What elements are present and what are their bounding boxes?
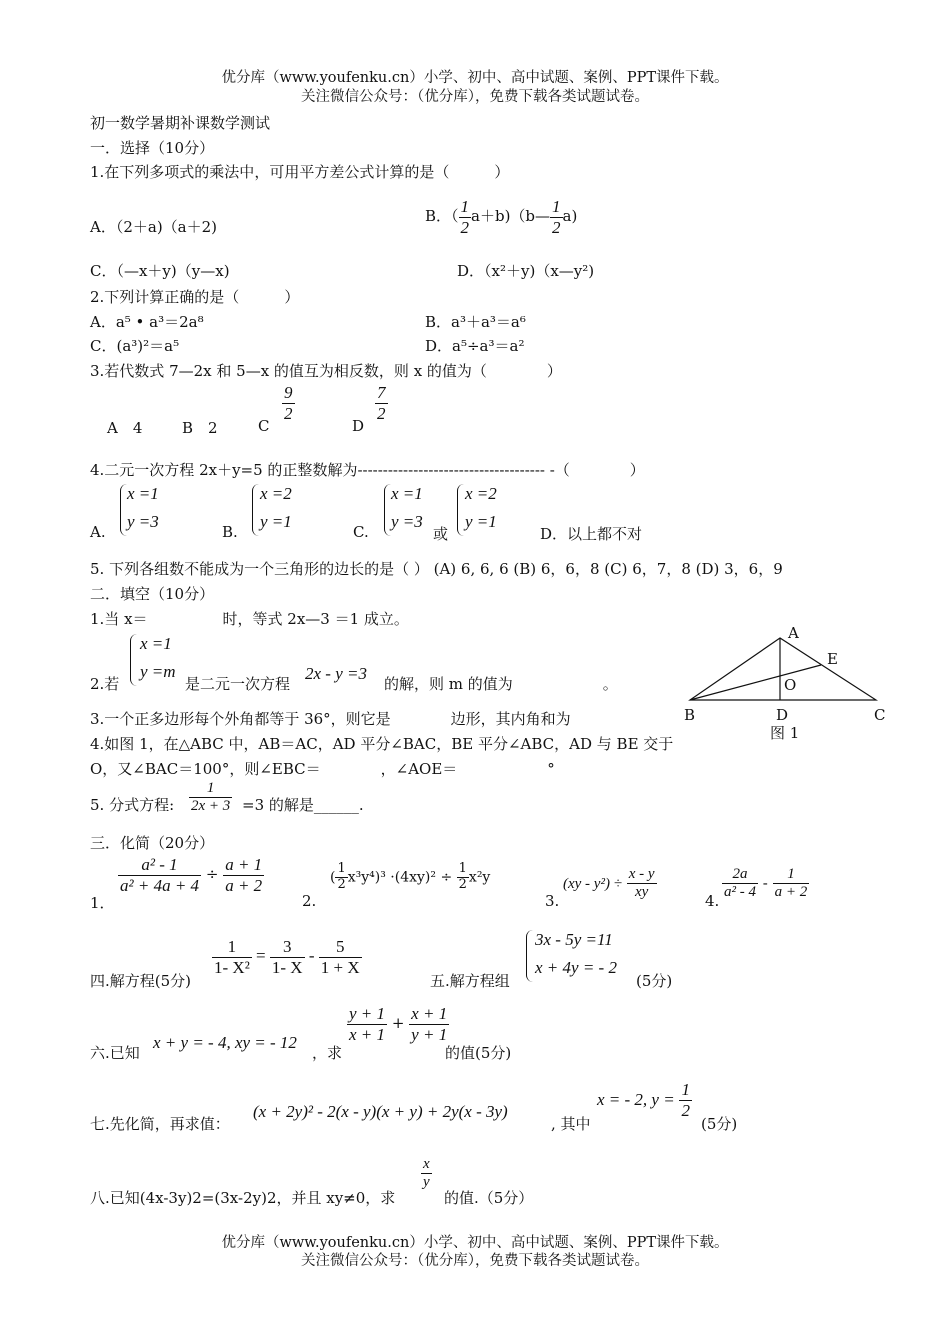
section-5-label: 五.解方程组 <box>430 972 510 990</box>
q4-b-eq2: y =1 <box>260 512 292 531</box>
q4-option-b: B. <box>222 523 238 541</box>
section-2-heading: 二．填空（10分） <box>90 585 215 603</box>
section-5-brace <box>526 930 533 982</box>
q4-option-c: C. <box>353 523 369 541</box>
section-7-values: x = - 2, y = $\frac{1}{2}$ <box>597 1080 690 1120</box>
q1-option-b: B．（ $\frac{1}{2}$ a＋b)（b— $\frac{1}{2}$ a) <box>425 197 578 237</box>
simplify-2-expression: ( $\frac{1}{2}$ x³y⁴)³ ·(4xy)² ÷ $\frac{1}{2}$ x²y <box>330 861 491 892</box>
q1-option-a: A．（2＋a)（a＋2) <box>90 218 218 236</box>
section-4-equation: $\frac{1}{\text{1- X²}}$ = $\frac{3}{1- X}$ - $\frac{5}{1 + X}$ <box>214 937 360 977</box>
q2-option-b: B．a³＋a³＝a⁶ <box>425 313 526 331</box>
q3-option-a: A 4 <box>107 419 143 437</box>
section-4-label: 四.解方程(5分) <box>90 972 192 990</box>
q3-option-c: C <box>258 417 270 435</box>
fill-q2-brace <box>130 634 137 686</box>
section-6-prefix: 六.已知 <box>90 1044 140 1062</box>
q4-a-eq1: x =1 <box>127 484 159 503</box>
page-title: 初一数学暑期补课数学测试 <box>90 114 271 132</box>
q4-c-eq2: y =3 <box>391 512 423 531</box>
section-5-score: (5分) <box>636 972 673 990</box>
q5-line: 5. 下列各组数不能成为一个三角形的边长的是（ ） (A) 6, 6, 6 (B) 6，6，8 (C) 6，7，8 (D) 3，6，9 <box>90 560 783 578</box>
q4-c2-brace <box>457 484 464 536</box>
fill-q4-line2: O，又∠BAC＝100°，则∠EBC＝ ，∠AOE＝ ° <box>90 760 555 778</box>
fill-q2-eq2: y =m <box>140 662 176 681</box>
section-6-suffix: 的值(5分) <box>445 1044 512 1062</box>
simplify-3-expression: (xy - y²) ÷ $\frac{x - y}{xy}$ <box>563 866 655 901</box>
section-7-prefix: 七.先化简，再求值： <box>90 1115 230 1133</box>
point-b-label: B <box>684 706 696 724</box>
section-5-eq1: 3x - 5y =11 <box>535 930 613 949</box>
q4-a-eq2: y =3 <box>127 512 159 531</box>
section-8-prefix: 八.已知(4x-3y)2=(3x-2y)2，并且 xy≠0，求 <box>90 1189 396 1207</box>
section-3-heading: 三．化简（20分） <box>90 834 215 852</box>
q3-option-b: B 2 <box>182 419 218 437</box>
section-6-expression: $\frac{y + 1}{x + 1}$ + $\frac{x + 1}{y + 1}$ <box>349 1004 448 1044</box>
section-7-middle: , 其中 <box>551 1115 591 1133</box>
section-7-score: (5分) <box>701 1115 738 1133</box>
segment-be <box>690 665 821 700</box>
fill-q5-prefix: 5. 分式方程: <box>90 796 175 814</box>
section-8-fraction: $\frac{x}{y}$ <box>423 1156 430 1191</box>
q4-option-a: A. <box>90 523 106 541</box>
q3-option-c-fraction: $\frac{9}{2}$ <box>284 383 293 423</box>
point-o-label: O <box>784 676 797 694</box>
fill-q5-fraction: $\frac{1}{2x + 3}$ <box>191 780 231 815</box>
triangle-abc <box>690 638 876 700</box>
fill-q5-suffix: =3 的解是______. <box>242 796 364 814</box>
fill-q1: 1.当 x＝ 时，等式 2x—3 ＝1 成立。 <box>90 610 409 628</box>
q4-b-eq1: x =2 <box>260 484 292 503</box>
section-6-ask: ，求 <box>312 1044 343 1062</box>
fill-q2-prefix: 2.若 <box>90 675 120 693</box>
simplify-3-index: 3. <box>545 892 560 910</box>
q4-a-brace <box>120 484 127 536</box>
fill-q2-suffix: 的解，则 m 的值为 。 <box>384 675 618 693</box>
section-5-eq2: x + 4y = - 2 <box>535 958 617 977</box>
q3-option-d: D <box>352 417 365 435</box>
q4-c-eq1: x =1 <box>391 484 423 503</box>
point-a-label: A <box>788 624 799 642</box>
footer-line-2: 关注微信公众号：（优分库），免费下载各类试题试卷。 <box>301 1253 649 1269</box>
q4-option-d: D．以上都不对 <box>540 525 643 543</box>
fill-q2-eq1: x =1 <box>140 634 172 653</box>
q2-option-d: D．a⁵÷a³＝a² <box>425 337 525 355</box>
q1-option-c: C．（—x＋y)（y—x) <box>90 262 230 280</box>
q4-c-brace <box>384 484 391 536</box>
fill-q4-line1: 4.如图 1，在△ABC 中，AB＝AC，AD 平分∠BAC，BE 平分∠ABC，AD 与 BE 交于 <box>90 735 674 753</box>
q4-b-brace <box>252 484 259 536</box>
q4-c2-eq2: y =1 <box>465 512 497 531</box>
header-line-1: 优分库（www.youfenku.cn）小学、初中、高中试题、案例、PPT课件下载。 <box>221 70 729 86</box>
section-6-condition: x + y = - 4, xy = - 12 <box>153 1033 297 1052</box>
simplify-1-index: 1． <box>90 894 115 912</box>
q4-or: 或 <box>433 525 449 543</box>
footer-line-1: 优分库（www.youfenku.cn）小学、初中、高中试题、案例、PPT课件下载。 <box>221 1235 729 1251</box>
point-e-label: E <box>827 650 838 668</box>
header-line-2: 关注微信公众号：（优分库），免费下载各类试题试卷。 <box>301 89 649 105</box>
section-1-heading: 一．选择（10分） <box>90 139 215 157</box>
q4-c2-eq1: x =2 <box>465 484 497 503</box>
simplify-1-expression: $\frac{\text{a² - 1}}{\text{a² + 4a + 4}}$ ÷ $\frac{a + 1}{a + 2}$ <box>120 855 263 895</box>
simplify-2-index: 2. <box>302 892 317 910</box>
fill-q2-middle: 是二元一次方程 <box>185 675 291 693</box>
fill-q3: 3.一个正多边形每个外角都等于 36°，则它是 边形，其内角和为 <box>90 710 571 728</box>
section-7-expression: (x + 2y)² - 2(x - y)(x + y) + 2y(x - 3y) <box>253 1102 508 1121</box>
figure-caption: 图 1 <box>770 724 800 742</box>
q2-stem: 2.下列计算正确的是（ ） <box>90 288 300 306</box>
q2-option-a: A．a⁵ • a³＝2a⁸ <box>90 313 204 331</box>
point-c-label: C <box>874 706 886 724</box>
q1-option-d: D．（x²＋y)（x—y²) <box>457 262 595 280</box>
q1-stem: 1.在下列多项式的乘法中，可用平方差公式计算的是（ ） <box>90 163 510 181</box>
simplify-4-index: 4. <box>705 892 720 910</box>
q3-option-d-fraction: $\frac{7}{2}$ <box>377 383 386 423</box>
point-d-label: D <box>776 706 789 724</box>
simplify-4-expression: $\frac{2a}{\text{a² - 4}}$ - $\frac{1}{a + 2}$ <box>724 866 808 901</box>
q3-stem: 3.若代数式 7—2x 和 5—x 的值互为相反数，则 x 的值为（ ） <box>90 362 562 380</box>
fill-q2-equation: 2x - y =3 <box>305 664 367 683</box>
section-8-suffix: 的值.（5分） <box>444 1189 534 1207</box>
q2-option-c: C．(a³)²＝a⁵ <box>90 337 180 355</box>
q4-stem: 4.二元一次方程 2x＋y=5 的正整数解为------------------------------------- -（ ） <box>90 461 645 479</box>
